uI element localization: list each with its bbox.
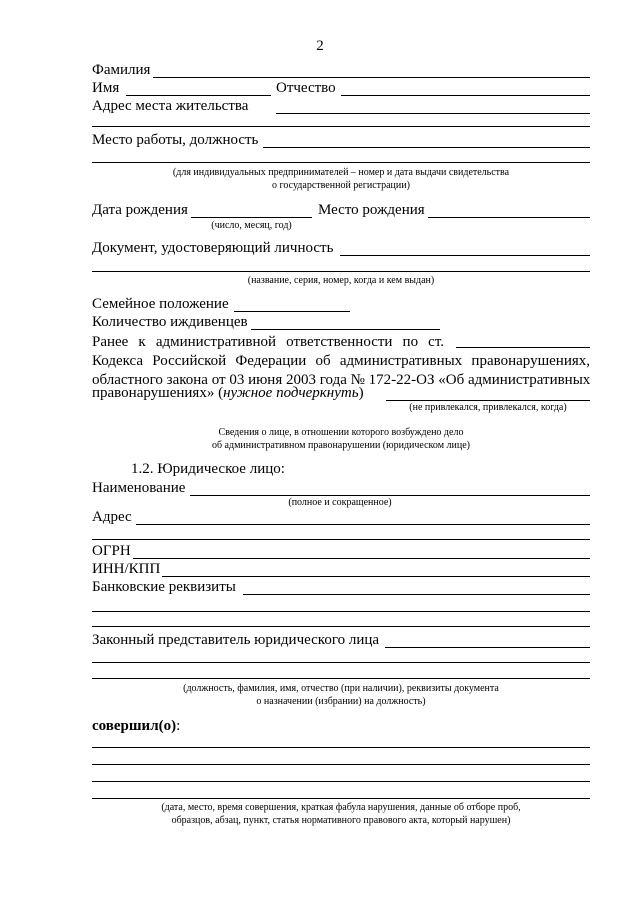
committed-hint-2: образцов, абзац, пункт, статья нормативного правового акта, который нарушен) bbox=[171, 815, 511, 826]
surname-label: Фамилия bbox=[92, 62, 151, 78]
birth-date-field[interactable] bbox=[191, 217, 312, 218]
id-doc-field[interactable] bbox=[340, 255, 590, 256]
birth-date-hint: (число, месяц, год) bbox=[211, 220, 292, 231]
ogrn-field[interactable] bbox=[133, 558, 590, 559]
committed-hint-1: (дата, место, время совершения, краткая фабула нарушения, данные об отборе проб, bbox=[161, 802, 521, 813]
address-label: Адрес места жительства bbox=[92, 98, 249, 114]
dependents-label: Количество иждивенцев bbox=[92, 314, 248, 330]
entity-address-field[interactable] bbox=[136, 524, 590, 525]
birth-place-field[interactable] bbox=[428, 217, 590, 218]
inn-kpp-label: ИНН/КПП bbox=[92, 561, 161, 577]
representative-hint-1: (должность, фамилия, имя, отчество (при наличии), реквизиты документа bbox=[183, 683, 499, 694]
entity-name-label: Наименование bbox=[92, 480, 186, 496]
prior-underline-hint: нужное подчеркнуть bbox=[223, 385, 359, 401]
prior-line-3: областного закона от 03 июня 2003 года № 172-22-ОЗ «Об административных bbox=[92, 372, 591, 388]
representative-field[interactable] bbox=[385, 647, 590, 648]
entity-address-field-line2[interactable] bbox=[92, 539, 590, 540]
representative-field-line3[interactable] bbox=[92, 678, 590, 679]
committed-field-line4[interactable] bbox=[92, 798, 590, 799]
prior-article-field[interactable] bbox=[456, 347, 590, 348]
name-field[interactable] bbox=[126, 95, 271, 96]
prior-hint: (не привлекался, привлекался, когда) bbox=[409, 402, 567, 413]
name-label: Имя bbox=[92, 80, 120, 96]
page-number: 2 bbox=[316, 38, 324, 54]
entity-name-field[interactable] bbox=[190, 495, 590, 496]
birth-date-label: Дата рождения bbox=[92, 202, 188, 218]
entity-address-label: Адрес bbox=[92, 509, 132, 525]
legal-entity-heading: 1.2. Юридическое лицо: bbox=[131, 461, 285, 477]
work-hint-1: (для индивидуальных предпринимателей – номер и дата выдачи свидетельства bbox=[172, 167, 510, 178]
marital-label: Семейное положение bbox=[92, 296, 229, 312]
representative-field-line2[interactable] bbox=[92, 662, 590, 663]
id-doc-label: Документ, удостоверяющий личность bbox=[92, 240, 334, 256]
inn-kpp-field[interactable] bbox=[162, 576, 590, 577]
address-field[interactable] bbox=[276, 113, 590, 114]
work-field[interactable] bbox=[263, 147, 590, 148]
prior-line-4: правонарушениях» (нужное подчеркнуть) bbox=[92, 385, 364, 401]
bank-field-line3[interactable] bbox=[92, 626, 590, 627]
dependents-field[interactable] bbox=[251, 329, 440, 330]
work-field-line2[interactable] bbox=[92, 162, 590, 163]
patronymic-label: Отчество bbox=[276, 80, 336, 96]
work-label: Место работы, должность bbox=[92, 132, 259, 148]
committed-label: совершил(о): bbox=[92, 718, 181, 734]
info-line-2: об административном правонарушении (юридическом лице) bbox=[211, 440, 471, 451]
bank-field[interactable] bbox=[243, 594, 590, 595]
committed-field-line3[interactable] bbox=[92, 781, 590, 782]
patronymic-field[interactable] bbox=[341, 95, 590, 96]
prior-line-1: Ранее к административной ответственности по ст. bbox=[92, 334, 444, 350]
bank-field-line2[interactable] bbox=[92, 611, 590, 612]
id-doc-hint: (название, серия, номер, когда и кем выдан) bbox=[247, 275, 435, 286]
bank-label: Банковские реквизиты bbox=[92, 579, 236, 595]
ogrn-label: ОГРН bbox=[92, 543, 131, 559]
representative-label: Законный представитель юридического лица bbox=[92, 632, 380, 648]
work-hint-2: о государственной регистрации) bbox=[272, 180, 410, 191]
entity-name-hint: (полное и сокращенное) bbox=[288, 497, 392, 508]
address-field-line2[interactable] bbox=[92, 126, 590, 127]
committed-field-line2[interactable] bbox=[92, 764, 590, 765]
info-line-1: Сведения о лице, в отношении которого возбуждено дело bbox=[218, 427, 464, 438]
marital-field[interactable] bbox=[234, 311, 350, 312]
prior-status-field[interactable] bbox=[386, 400, 590, 401]
birth-place-label: Место рождения bbox=[318, 202, 425, 218]
prior-line-2: Кодекса Российской Федерации об административных правонарушениях, bbox=[92, 353, 590, 369]
id-doc-field-line2[interactable] bbox=[92, 271, 590, 272]
committed-field-line1[interactable] bbox=[92, 747, 590, 748]
surname-field[interactable] bbox=[153, 77, 590, 78]
representative-hint-2: о назначении (избрании) на должность) bbox=[256, 696, 426, 707]
